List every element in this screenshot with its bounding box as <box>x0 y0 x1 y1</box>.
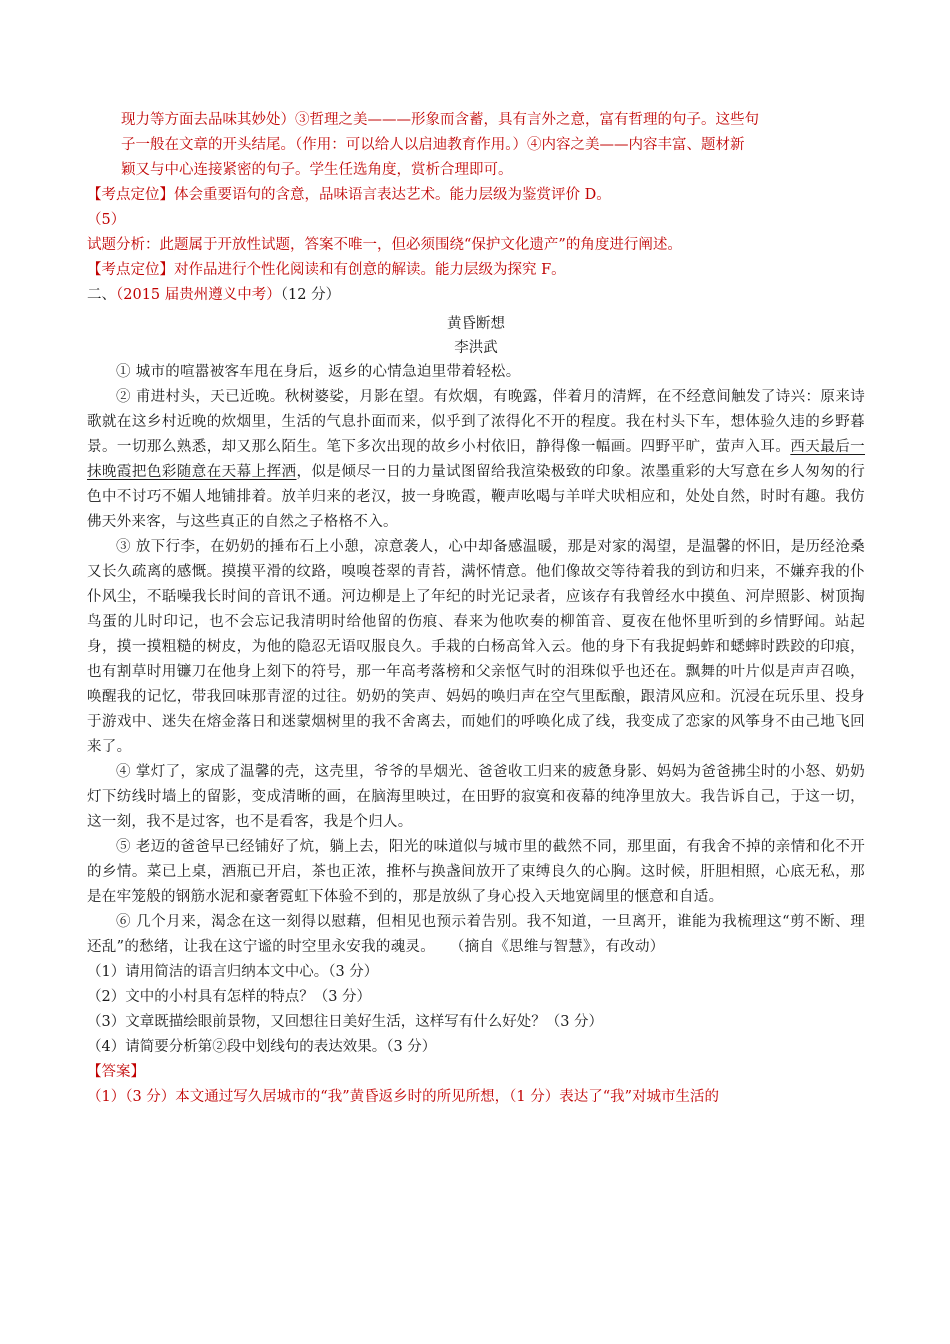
section-source: （2015 届贵州遵义中考） <box>116 287 281 303</box>
analysis-text: 试题分析：此题属于开放性试题，答案不唯一，但必须围绕“保护文化遗产”的角度进行阐述。 <box>87 237 682 253</box>
article-source: （摘自《思维与智慧》，有改动） <box>449 939 665 955</box>
section-score: （12 分） <box>280 287 341 303</box>
answer-line: 子一般在文章的开头结尾。（作用：可以给人以启迪教育作用。）④内容之美——内容丰富、题材新 <box>121 137 745 153</box>
paragraph-4: ④ 掌灯了，家成了温馨的壳，这壳里，爷爷的旱烟光、爸爸收工归来的疲惫身影、妈妈为爸爸拂尘时的小怒、奶奶灯下纺线时墙上的留影，变成清晰的画，在脑海里映过，在田野的寂寞和夜幕的纯净里放大。我告诉自己，于这一切，这一刻，我不是过客，也不是看客，我是个归人。 <box>87 764 865 830</box>
paragraph-5: ⑤ 老迈的爸爸早已经铺好了炕，躺上去，阳光的味道似与城市里的截然不同，那里面，有我舍不掉的亲情和化不开的乡情。菜已上桌，酒瓶已开启，茶也正浓，推杯与换盏间放开了束缚良久的心胸。这时候，肝胆相照，心底无私，那是在牢笼般的钢筋水泥和豪奢霓虹下体验不到的，那是放纵了身心投入天地宽阔里的惬意和自适。 <box>87 839 865 905</box>
answer-1: （1）（3 分）本文通过写久居城市的“我”黄昏返乡时的所见所想，（1 分）表达了“我”对城市生活的 <box>87 1089 720 1105</box>
paragraph-2-start: ② 甫进村头，天已近晚。秋树婆娑，月影在望。有炊烟，有晚露，伴着月的清辉，在不经意间触发了诗兴：原来诗歌就在这乡村近晚的炊烟里，生活的气息扑面而来，似乎到了浓得化不开的程度。我在村头下车，想体验久违的乡野暮景。一切那么熟悉，却又那么陌生。笔下多次出现的故乡小村依旧，静得像一幅画。四野平旷，萤声入耳。 <box>87 389 865 455</box>
kaodian-1: 【考点定位】体会重要语句的含意，品味语言表达艺术。能力层级为鉴赏评价 D。 <box>87 187 611 203</box>
question-3: （3）文章既描绘眼前景物，又回想往日美好生活，这样写有什么好处？（3 分） <box>87 1014 604 1030</box>
document-content <box>87 108 865 1110</box>
question-2: （2）文中的小村具有怎样的特点？（3 分） <box>87 989 372 1005</box>
question-1: （1）请用简洁的语言归纳本文中心。（3 分） <box>87 964 379 980</box>
paragraph-2-end: ，似是倾尽一日的力量试图留给我渲染极致的印象。浓墨重彩的大写意在乡人匆匆的行色中不讨巧不媚人地铺排着。放羊归来的老汉，披一身晚霞，鞭声吆喝与羊咩犬吠相应和，处处自然，时时有趣。我仿佛天外来客，与这些真正的自然之子格格不入。 <box>87 464 865 530</box>
paragraph-6 <box>87 910 865 960</box>
section-number: 二、 <box>87 287 116 303</box>
paragraph-1: ① 城市的喧嚣被客车甩在身后，返乡的心情急迫里带着轻松。 <box>116 364 521 380</box>
paragraph-6-text: ⑥ 几个月来，渴念在这一刻得以慰藉，但相见也预示着告别。我不知道，一旦离开，谁能为我梳理这“剪不断、理还乱”的愁绪，让我在这宁谧的时空里永安我的魂灵。 <box>87 914 865 955</box>
paragraph-3: ③ 放下行李，在奶奶的捶布石上小憩，凉意袭人，心中却备感温暖，那是对家的渴望，是温馨的怀旧，是历经沧桑又长久疏离的感慨。摸摸平滑的纹路，嗅嗅苍翠的青苔，满怀情意。他们像故交等待着我的到访和归来，不嫌弃我的仆仆风尘，不聒噪我长时间的音讯不通。河边柳是上了年纪的时光记录者，应该存有我曾经水中摸鱼、河岸照影、树顶掏鸟蛋的儿时印记，也不会忘记我清明时给他留的伤痕、春来为他吹奏的柳笛音、夏夜在他怀里听到的乡情野闻。站起身，摸一摸粗糙的树皮，为他的隐忍无语叹服良久。手栽的白杨高耸入云。他的身下有我捉蚂蚱和蟋蟀时跌跤的印痕，也有割草时用镰刀在他身上刻下的符号，那一年高考落榜和父亲怄气时的泪珠似乎也还在。飘舞的叶片似是声声召唤，唤醒我的记忆，带我回味那青涩的过往。奶奶的笑声、妈妈的唤归声在空气里酝酿，跟清风应和。沉浸在玩乐里、投身于游戏中、迷失在熔金落日和迷蒙烟树里的我不舍离去，而她们的呼唤化成了线，我变成了恋家的风筝身不由己地飞回来了。 <box>87 539 865 755</box>
article-title: 黄昏断想 <box>447 316 505 332</box>
section-heading <box>87 283 865 308</box>
answer-line: 现力等方面去品味其妙处）③哲理之美———形象而含蓄，具有言外之意，富有哲理的句子。这些句 <box>121 112 759 128</box>
question-5-label: （5） <box>87 212 126 228</box>
article-author: 李洪武 <box>454 340 498 356</box>
kaodian-2: 【考点定位】对作品进行个性化阅读和有创意的解读。能力层级为探究 F。 <box>87 262 566 278</box>
answer-line: 颖又与中心连接紧密的句子。学生任选角度，赏析合理即可。 <box>121 162 513 178</box>
answer-label: 【答案】 <box>87 1064 145 1080</box>
paragraph-2 <box>87 385 865 535</box>
question-4: （4）请简要分析第②段中划线句的表达效果。（3 分） <box>87 1039 437 1055</box>
underlined-sentence: 西天最后一抹晚霞把色彩随意在天幕上挥洒 <box>87 439 865 480</box>
